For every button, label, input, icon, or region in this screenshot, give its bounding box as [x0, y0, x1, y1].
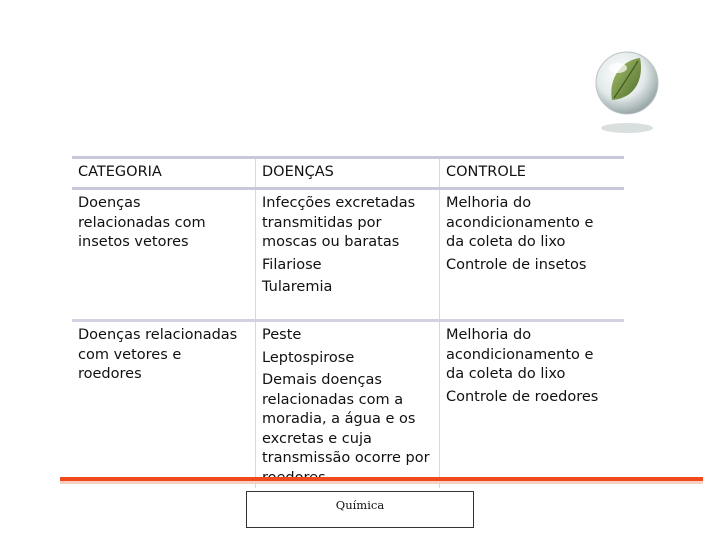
header-categoria: CATEGORIA	[78, 164, 162, 180]
bottom-divider	[60, 477, 703, 484]
controle-item: Controle de insetos	[446, 256, 587, 273]
doenca-item: Filariose	[262, 256, 322, 273]
footer-label: Química	[335, 498, 385, 512]
disease-table	[72, 156, 624, 488]
categoria-text: Doenças relacionadas com vetores e roedores	[78, 327, 238, 382]
footer-label-box	[246, 491, 474, 528]
doenca-item: Infecções excretadas transmitidas por moscas ou baratas	[262, 195, 416, 250]
doencas-cell	[255, 322, 439, 488]
doenca-item: Leptospirose	[262, 349, 355, 366]
table-row	[72, 190, 624, 322]
categoria-cell	[72, 322, 255, 488]
table-row	[72, 322, 624, 488]
doencas-cell	[255, 190, 439, 319]
header-doencas: DOENÇAS	[255, 159, 439, 187]
controle-cell	[439, 322, 624, 488]
table-header-row	[72, 156, 624, 190]
controle-item: Controle de roedores	[446, 388, 599, 405]
doenca-item: Tularemia	[262, 279, 333, 295]
controle-item: Melhoria do acondicionamento e da coleta do lixo	[446, 195, 594, 250]
leaf-globe-icon	[592, 48, 662, 136]
doenca-item: Peste	[262, 327, 302, 343]
controle-item: Melhoria do acondicionamento e da coleta do lixo	[446, 327, 594, 382]
header-controle: CONTROLE	[439, 159, 624, 187]
categoria-text: Doenças relacionadas com insetos vetores	[78, 195, 206, 250]
categoria-cell	[72, 190, 255, 319]
controle-cell	[439, 190, 624, 319]
doenca-item: Demais doenças relacionadas com a moradia, a água e os excretas e cuja transmissão ocorre por	[262, 372, 430, 466]
